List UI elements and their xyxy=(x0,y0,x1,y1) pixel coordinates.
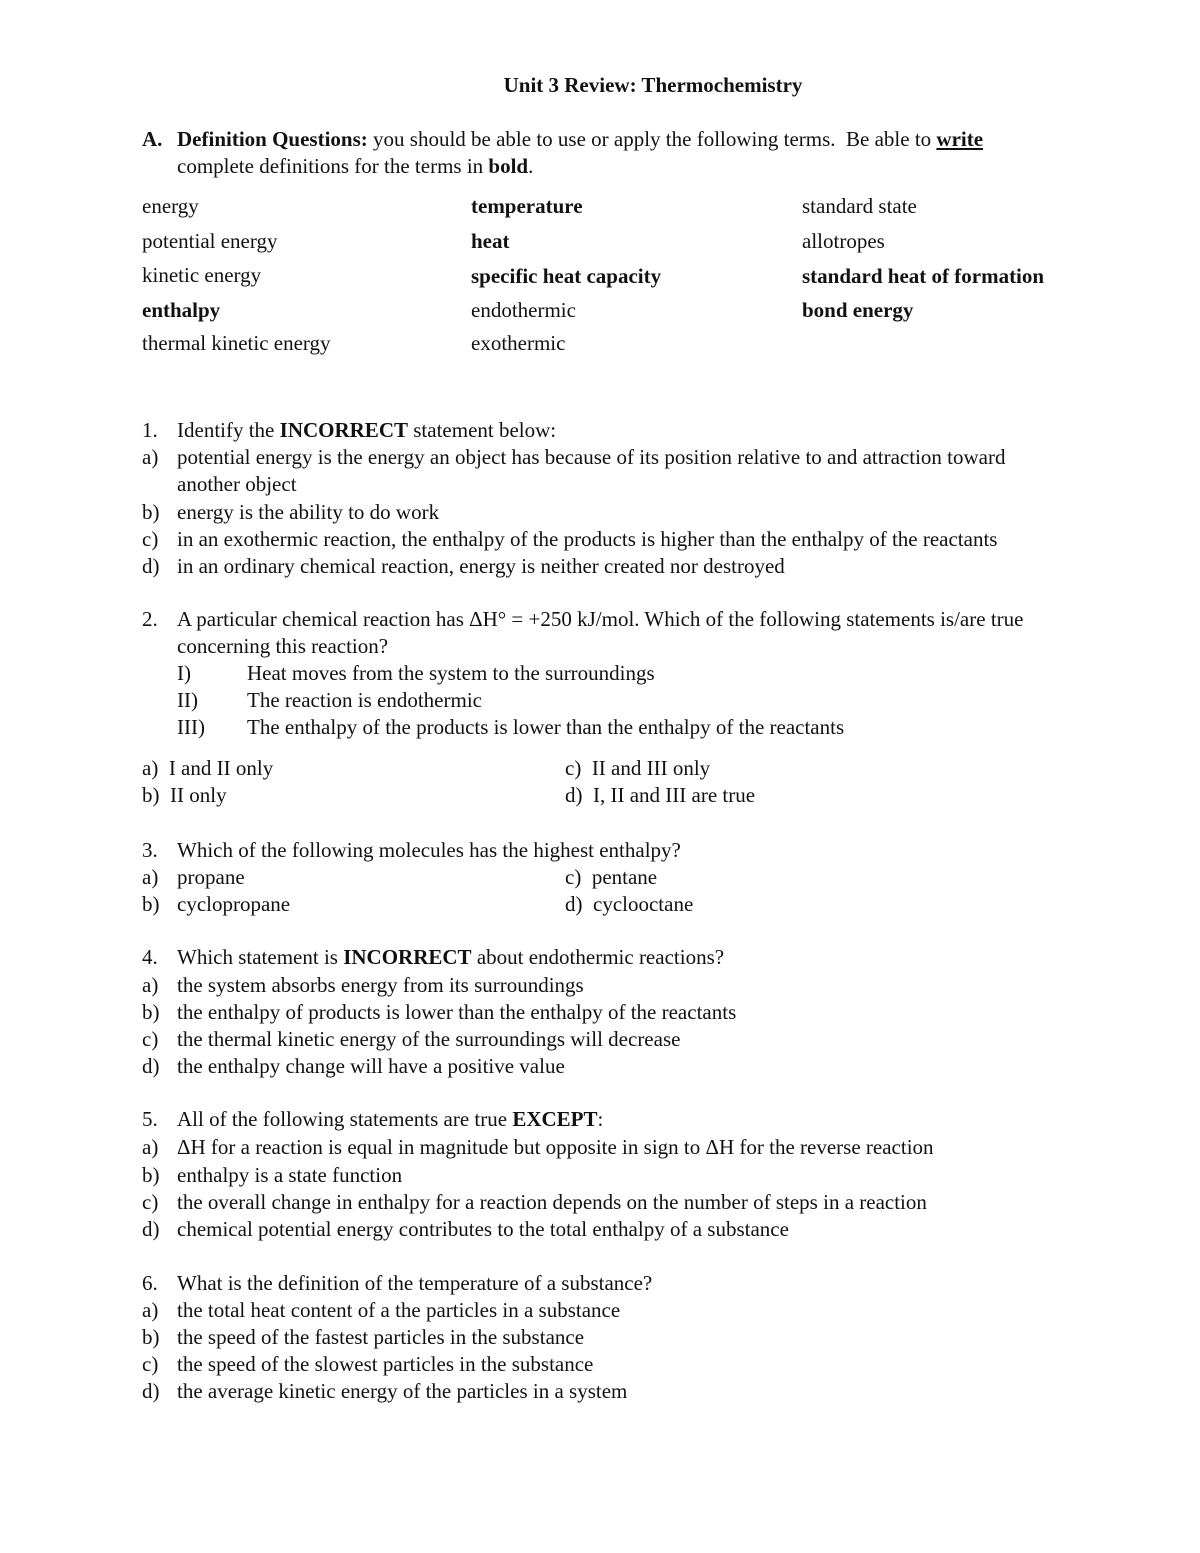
term: exothermic xyxy=(471,331,566,355)
choice-text: the average kinetic energy of the particles in a system xyxy=(177,1379,628,1403)
question-number: 5. xyxy=(142,1107,158,1131)
bold-emphasis: bold xyxy=(488,154,529,178)
choice-label: a) xyxy=(142,445,159,469)
choice-label: c) xyxy=(142,1027,159,1051)
choice-label: a) xyxy=(142,865,159,889)
question-number: 2. xyxy=(142,607,158,631)
choice-text: the system absorbs energy from its surroundings xyxy=(177,973,584,997)
choice-text: another object xyxy=(177,472,297,496)
choice-label: a) xyxy=(142,1298,159,1322)
choice-text: potential energy is the energy an object has because of its position relative to and attraction toward xyxy=(177,445,1006,469)
question-number: 3. xyxy=(142,838,158,862)
choice-label: b) xyxy=(142,1325,160,1349)
intro-period: . xyxy=(528,154,534,178)
term-bold: bond energy xyxy=(802,298,914,322)
term-bold: heat xyxy=(471,229,510,253)
choice-text: in an ordinary chemical reaction, energy is neither created nor destroyed xyxy=(177,554,785,578)
choice-label: a) xyxy=(142,973,159,997)
roman-statement: The reaction is endothermic xyxy=(247,688,482,712)
roman-numeral: I) xyxy=(177,661,191,685)
term: kinetic energy xyxy=(142,263,262,287)
question-number: 6. xyxy=(142,1271,158,1295)
choice-text: the speed of the slowest particles in the substance xyxy=(177,1352,594,1376)
choice-text: energy is the ability to do work xyxy=(177,500,440,524)
question-stem: concerning this reaction? xyxy=(177,634,389,658)
choice-label: c) xyxy=(142,527,159,551)
except-emphasis: EXCEPT xyxy=(512,1107,598,1131)
page-title: Unit 3 Review: Thermochemistry xyxy=(503,73,803,97)
term: energy xyxy=(142,194,199,218)
choice-label: d) xyxy=(142,1217,160,1241)
choice-text: the enthalpy of products is lower than the enthalpy of the reactants xyxy=(177,1000,737,1024)
choice-label: b) xyxy=(142,892,160,916)
roman-numeral: II) xyxy=(177,688,198,712)
question-stem: What is the definition of the temperature of a substance? xyxy=(177,1271,653,1295)
roman-statement: Heat moves from the system to the surroundings xyxy=(247,661,655,685)
choice-text: enthalpy is a state function xyxy=(177,1163,403,1187)
term: endothermic xyxy=(471,298,576,322)
incorrect-emphasis: INCORRECT xyxy=(279,418,408,442)
choice-text: in an exothermic reaction, the enthalpy of the products is higher than the enthalpy of the reactants xyxy=(177,527,998,551)
term-bold: specific heat capacity xyxy=(471,264,662,288)
question-stem: Which of the following molecules has the highest enthalpy? xyxy=(177,838,681,862)
term-bold: standard heat of formation xyxy=(802,264,1045,288)
term: potential energy xyxy=(142,229,278,253)
choice-text: the speed of the fastest particles in the substance xyxy=(177,1325,585,1349)
choice-d: d) I, II and III are true xyxy=(565,783,756,807)
question-stem: Which statement is INCORRECT about endothermic reactions? xyxy=(177,945,725,969)
term-bold: enthalpy xyxy=(142,298,221,322)
choice-label: b) xyxy=(142,1000,160,1024)
roman-statement: The enthalpy of the products is lower than the enthalpy of the reactants xyxy=(247,715,845,739)
section-a-intro xyxy=(142,126,983,153)
term-bold: temperature xyxy=(471,194,583,218)
choice-d: d) cyclooctane xyxy=(565,892,694,916)
section-a-intro-line2 xyxy=(177,153,533,180)
choice-text: the thermal kinetic energy of the surroundings will decrease xyxy=(177,1027,681,1051)
choice-label: a) xyxy=(142,1135,159,1159)
roman-numeral: III) xyxy=(177,715,205,739)
question-stem: Identify the INCORRECT statement below: xyxy=(177,418,557,442)
choice-a: a) I and II only xyxy=(142,756,274,780)
section-a-letter: A. xyxy=(142,127,163,151)
choice-text: the enthalpy change will have a positive value xyxy=(177,1054,565,1078)
choice-text: cyclopropane xyxy=(177,892,291,916)
term: allotropes xyxy=(802,229,885,253)
choice-label: c) xyxy=(142,1352,159,1376)
choice-label: b) xyxy=(142,1163,160,1187)
section-a-intro-text-2: complete definitions for the terms in xyxy=(177,154,489,178)
choice-c: c) pentane xyxy=(565,865,658,889)
section-a-heading: Definition Questions: xyxy=(177,127,368,151)
choice-label: d) xyxy=(142,1379,160,1403)
section-a-intro-text: you should be able to use or apply the following terms. Be able to xyxy=(367,127,937,151)
choice-text: the total heat content of a the particles in a substance xyxy=(177,1298,621,1322)
incorrect-emphasis: INCORRECT xyxy=(343,945,472,969)
choice-text: the overall change in enthalpy for a reaction depends on the number of steps in a reaction xyxy=(177,1190,927,1214)
question-number: 4. xyxy=(142,945,158,969)
write-emphasis: write xyxy=(936,127,984,151)
choice-b: b) II only xyxy=(142,783,227,807)
choice-label: d) xyxy=(142,554,160,578)
term: standard state xyxy=(802,194,917,218)
question-stem: A particular chemical reaction has ΔH° = +250 kJ/mol. Which of the following statements is/are true xyxy=(177,607,1024,631)
question-stem: All of the following statements are true EXCEPT: xyxy=(177,1107,604,1131)
choice-text: propane xyxy=(177,865,245,889)
choice-text: ΔH for a reaction is equal in magnitude but opposite in sign to ΔH for the reverse reaction xyxy=(177,1135,934,1159)
choice-label: b) xyxy=(142,500,160,524)
choice-text: chemical potential energy contributes to the total enthalpy of a substance xyxy=(177,1217,789,1241)
choice-label: c) xyxy=(142,1190,159,1214)
choice-c: c) II and III only xyxy=(565,756,711,780)
question-number: 1. xyxy=(142,418,158,442)
choice-label: d) xyxy=(142,1054,160,1078)
term: thermal kinetic energy xyxy=(142,331,331,355)
